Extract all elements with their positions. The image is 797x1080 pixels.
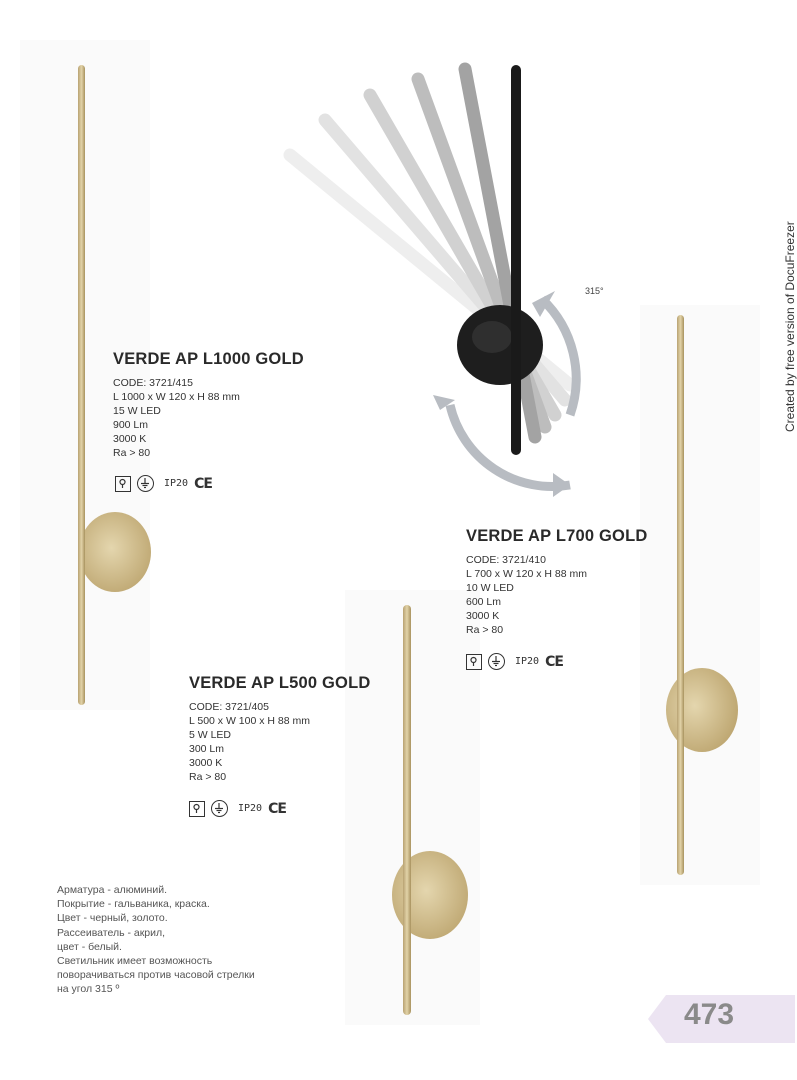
ip-rating: IP20 bbox=[238, 803, 263, 814]
description-line: на угол 315 º bbox=[57, 983, 120, 996]
description-line: Рассеиватель - акрил, bbox=[57, 926, 166, 939]
spec-cri: Ra > 80 bbox=[113, 447, 151, 459]
product-specs-l700 bbox=[466, 553, 587, 637]
watermark: Created by free version of DocuFreezer bbox=[783, 221, 797, 432]
spec-power: 10 W LED bbox=[466, 582, 514, 594]
spec-dimensions: L 1000 x W 120 x H 88 mm bbox=[113, 391, 240, 403]
gold-wall-lamp-l1000-image bbox=[20, 40, 150, 710]
product-photo-l500 bbox=[345, 590, 480, 1025]
cert-icons-l700 bbox=[466, 653, 563, 670]
rotation-angle-label: 315° bbox=[585, 286, 604, 296]
description-line: Цвет - черный, золото. bbox=[57, 912, 168, 925]
earth-ground-icon bbox=[211, 800, 228, 817]
ip-rating: IP20 bbox=[164, 478, 189, 489]
rotation-illustration bbox=[270, 55, 620, 505]
spec-dimensions: L 700 x W 120 x H 88 mm bbox=[466, 568, 587, 580]
spec-code: CODE: 3721/410 bbox=[466, 554, 546, 566]
spec-color-temp: 3000 K bbox=[466, 610, 500, 622]
product-specs-l1000 bbox=[113, 376, 240, 460]
product-title-l1000: VERDE AP L1000 GOLD bbox=[113, 350, 304, 368]
product-specs-l500 bbox=[189, 700, 310, 784]
class-2-box-icon bbox=[189, 801, 205, 817]
ce-mark: CE bbox=[268, 800, 286, 817]
description-line: Светильник имеет возможность bbox=[57, 955, 213, 968]
spec-power: 15 W LED bbox=[113, 405, 161, 417]
product-title-l700: VERDE AP L700 GOLD bbox=[466, 527, 648, 545]
spec-code: CODE: 3721/405 bbox=[189, 701, 269, 713]
spec-color-temp: 3000 K bbox=[189, 757, 223, 769]
ce-mark: CE bbox=[194, 475, 212, 492]
description-line: Арматура - алюминий. bbox=[57, 884, 167, 896]
class-2-box-icon bbox=[115, 476, 131, 492]
description-line: Покрытие - гальваника, краска. bbox=[57, 898, 210, 911]
earth-ground-icon bbox=[137, 475, 154, 492]
ce-mark: CE bbox=[545, 653, 563, 670]
spec-lumen: 900 Lm bbox=[113, 419, 149, 431]
ip-rating: IP20 bbox=[515, 656, 540, 667]
spec-color-temp: 3000 K bbox=[113, 433, 147, 445]
gold-wall-lamp-l700-image bbox=[640, 305, 760, 885]
cert-icons-l500 bbox=[189, 800, 286, 817]
spec-lumen: 300 Lm bbox=[189, 743, 225, 755]
gold-wall-lamp-l500-image bbox=[345, 590, 480, 1025]
description-line: цвет - белый. bbox=[57, 940, 122, 953]
description-line: поворачиваться против часовой стрелки bbox=[57, 969, 255, 982]
page-number: 473 bbox=[684, 998, 735, 1031]
spec-cri: Ra > 80 bbox=[189, 771, 227, 783]
material-description bbox=[57, 883, 255, 997]
spec-power: 5 W LED bbox=[189, 729, 232, 741]
spec-cri: Ra > 80 bbox=[466, 624, 504, 636]
class-2-box-icon bbox=[466, 654, 482, 670]
product-photo-l700 bbox=[640, 305, 760, 885]
product-title-l500: VERDE AP L500 GOLD bbox=[189, 674, 371, 692]
spec-lumen: 600 Lm bbox=[466, 596, 502, 608]
spec-dimensions: L 500 x W 100 x H 88 mm bbox=[189, 715, 310, 727]
earth-ground-icon bbox=[488, 653, 505, 670]
cert-icons-l1000 bbox=[115, 475, 212, 492]
product-photo-l1000 bbox=[20, 40, 150, 710]
spec-code: CODE: 3721/415 bbox=[113, 377, 193, 389]
